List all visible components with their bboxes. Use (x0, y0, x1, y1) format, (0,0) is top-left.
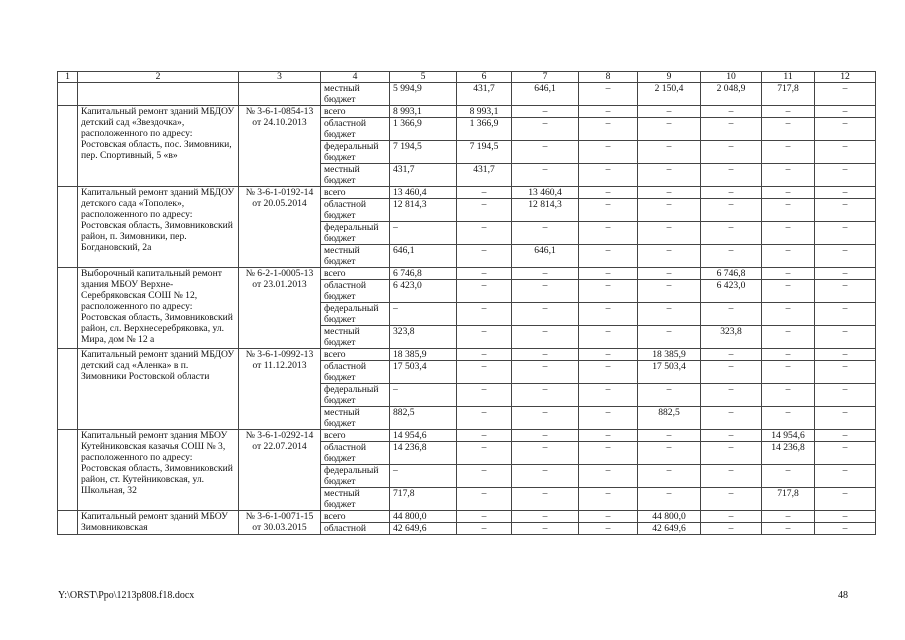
document-number-cell: № 6-2-1-0005-13 от 23.01.2013 (239, 268, 321, 349)
amount-cell: 646,1 (512, 83, 579, 106)
table-row (58, 83, 876, 106)
amount-cell: – (457, 326, 512, 349)
amount-cell: – (638, 384, 701, 407)
amount-cell: – (512, 280, 579, 303)
amount-cell: – (579, 361, 638, 384)
amount-cell: – (579, 141, 638, 164)
amount-cell: 1 366,9 (390, 118, 457, 141)
amount-cell: – (701, 523, 762, 535)
row-index-cell (58, 83, 78, 106)
amount-cell: – (701, 349, 762, 361)
amount-cell: 431,7 (390, 164, 457, 187)
amount-cell: – (762, 222, 815, 245)
row-index-cell (58, 106, 78, 187)
amount-cell: 323,8 (701, 326, 762, 349)
amount-cell: 6 423,0 (390, 280, 457, 303)
document-number-cell: № 3-6-1-0192-14 от 20.05.2014 (239, 187, 321, 268)
amount-cell: – (512, 361, 579, 384)
amount-cell: – (457, 349, 512, 361)
amount-cell: 14 954,6 (390, 430, 457, 442)
amount-cell: – (457, 187, 512, 199)
amount-cell: – (579, 303, 638, 326)
amount-cell: – (512, 407, 579, 430)
amount-cell: – (762, 245, 815, 268)
column-number-cell: 10 (701, 72, 762, 83)
amount-cell: 13 460,4 (512, 187, 579, 199)
amount-cell: – (815, 164, 876, 187)
amount-cell: – (701, 164, 762, 187)
amount-cell: – (457, 268, 512, 280)
budget-table (57, 71, 876, 535)
amount-cell: – (762, 465, 815, 488)
amount-cell: – (579, 280, 638, 303)
column-number-cell: 11 (762, 72, 815, 83)
amount-cell: – (638, 106, 701, 118)
amount-cell: – (815, 222, 876, 245)
amount-cell: – (815, 465, 876, 488)
amount-cell: – (762, 326, 815, 349)
funding-source-cell: областной бюджет (321, 280, 390, 303)
amount-cell: – (512, 141, 579, 164)
funding-source-cell: федеральный бюджет (321, 222, 390, 245)
amount-cell: – (815, 141, 876, 164)
table-row (58, 349, 876, 361)
amount-cell: – (638, 488, 701, 511)
amount-cell: – (815, 384, 876, 407)
amount-cell: – (701, 245, 762, 268)
amount-cell: – (762, 187, 815, 199)
page-number: 48 (838, 590, 848, 601)
amount-cell: – (701, 465, 762, 488)
funding-source-cell: областной бюджет (321, 199, 390, 222)
object-name-cell: Капитальный ремонт зданий МБДОУ детского сада «Тополек», расположенного по адресу: Ростовская область, Зимовниковский район, п. Зимовники, пер. Богдановский, 2а (78, 187, 239, 268)
object-name-cell: Капитальный ремонт зданий МБОУ Зимовниковская (78, 511, 239, 535)
amount-cell: – (512, 326, 579, 349)
amount-cell: – (512, 106, 579, 118)
column-number-cell: 12 (815, 72, 876, 83)
amount-cell: – (457, 430, 512, 442)
amount-cell: – (579, 349, 638, 361)
amount-cell: 12 814,3 (390, 199, 457, 222)
amount-cell: – (701, 488, 762, 511)
amount-cell: 7 194,5 (390, 141, 457, 164)
funding-source-cell: федеральный бюджет (321, 465, 390, 488)
column-number-cell: 4 (321, 72, 390, 83)
column-number-cell: 9 (638, 72, 701, 83)
amount-cell: – (762, 164, 815, 187)
amount-cell: 8 993,1 (390, 106, 457, 118)
funding-source-cell: местный бюджет (321, 407, 390, 430)
funding-source-cell: местный бюджет (321, 245, 390, 268)
amount-cell: – (512, 488, 579, 511)
funding-source-cell: местный бюджет (321, 83, 390, 106)
column-number-cell: 5 (390, 72, 457, 83)
amount-cell: – (638, 430, 701, 442)
amount-cell: – (638, 222, 701, 245)
funding-source-cell: областной (321, 523, 390, 535)
object-name-cell: Капитальный ремонт здания МБОУ Кутейниковская казачья СОШ № 3, расположенного по адресу: Ростовская область, Зимовниковский район, ст. Кутейниковская, ул. Школьная, 32 (78, 430, 239, 511)
amount-cell: – (815, 488, 876, 511)
amount-cell: – (579, 245, 638, 268)
amount-cell: – (815, 326, 876, 349)
row-index-cell (58, 349, 78, 430)
funding-source-cell: федеральный бюджет (321, 303, 390, 326)
funding-source-cell: федеральный бюджет (321, 384, 390, 407)
amount-cell: 12 814,3 (512, 199, 579, 222)
amount-cell: 882,5 (390, 407, 457, 430)
amount-cell: 14 236,8 (390, 442, 457, 465)
table-row (58, 268, 876, 280)
amount-cell: – (762, 106, 815, 118)
amount-cell: – (762, 303, 815, 326)
amount-cell: 2 150,4 (638, 83, 701, 106)
amount-cell: – (762, 349, 815, 361)
amount-cell: – (579, 268, 638, 280)
column-number-cell: 2 (78, 72, 239, 83)
amount-cell: – (815, 361, 876, 384)
column-number-cell: 8 (579, 72, 638, 83)
amount-cell: 646,1 (512, 245, 579, 268)
amount-cell: – (701, 442, 762, 465)
amount-cell: – (457, 245, 512, 268)
amount-cell: – (815, 83, 876, 106)
amount-cell: – (638, 141, 701, 164)
funding-source-cell: федеральный бюджет (321, 141, 390, 164)
amount-cell: – (815, 407, 876, 430)
amount-cell: 13 460,4 (390, 187, 457, 199)
amount-cell: – (457, 222, 512, 245)
amount-cell: 8 993,1 (457, 106, 512, 118)
amount-cell: 42 649,6 (390, 523, 457, 535)
amount-cell: – (815, 303, 876, 326)
amount-cell: – (579, 222, 638, 245)
amount-cell: – (762, 118, 815, 141)
amount-cell: – (457, 280, 512, 303)
document-number-cell: № 3-6-1-0992-13 от 11.12.2013 (239, 349, 321, 430)
amount-cell: – (638, 118, 701, 141)
amount-cell: – (815, 430, 876, 442)
document-number-cell: № 3-6-1-0854-13 от 24.10.2013 (239, 106, 321, 187)
funding-source-cell: всего (321, 106, 390, 118)
amount-cell: – (512, 384, 579, 407)
amount-cell: – (815, 268, 876, 280)
amount-cell: – (579, 384, 638, 407)
amount-cell: – (762, 523, 815, 535)
amount-cell: – (762, 407, 815, 430)
amount-cell: 14 954,6 (762, 430, 815, 442)
amount-cell: – (701, 407, 762, 430)
amount-cell: – (457, 488, 512, 511)
amount-cell: – (701, 361, 762, 384)
amount-cell: 717,8 (762, 83, 815, 106)
amount-cell: 42 649,6 (638, 523, 701, 535)
amount-cell: – (701, 303, 762, 326)
object-name-cell: Капитальный ремонт зданий МБДОУ детский сад «Звездочка», расположенного по адресу: Ростовская область, пос. Зимовники, пер. Спортивный, 5 «в» (78, 106, 239, 187)
table-row (58, 511, 876, 523)
amount-cell: – (579, 326, 638, 349)
amount-cell: – (815, 349, 876, 361)
funding-source-cell: всего (321, 349, 390, 361)
amount-cell: – (579, 164, 638, 187)
amount-cell: – (815, 523, 876, 535)
amount-cell: – (579, 106, 638, 118)
amount-cell: 6 746,8 (390, 268, 457, 280)
row-index-cell (58, 268, 78, 349)
amount-cell: – (815, 118, 876, 141)
amount-cell: – (579, 430, 638, 442)
amount-cell: – (762, 361, 815, 384)
funding-source-cell: областной бюджет (321, 361, 390, 384)
amount-cell: – (638, 164, 701, 187)
amount-cell: 717,8 (390, 488, 457, 511)
amount-cell: – (512, 430, 579, 442)
document-number-cell: № 3-6-1-0292-14 от 22.07.2014 (239, 430, 321, 511)
amount-cell: – (457, 407, 512, 430)
column-number-cell: 3 (239, 72, 321, 83)
funding-source-cell: всего (321, 268, 390, 280)
amount-cell: – (762, 199, 815, 222)
row-index-cell (58, 511, 78, 535)
amount-cell: – (512, 442, 579, 465)
amount-cell: – (579, 187, 638, 199)
amount-cell: – (815, 199, 876, 222)
amount-cell: 6 746,8 (701, 268, 762, 280)
amount-cell: 5 994,9 (390, 83, 457, 106)
funding-source-cell: местный бюджет (321, 326, 390, 349)
amount-cell: – (701, 141, 762, 164)
amount-cell: – (512, 118, 579, 141)
amount-cell: – (512, 164, 579, 187)
amount-cell: – (638, 465, 701, 488)
amount-cell: – (512, 465, 579, 488)
amount-cell: – (815, 442, 876, 465)
amount-cell: – (390, 303, 457, 326)
amount-cell: – (762, 280, 815, 303)
amount-cell: – (512, 303, 579, 326)
amount-cell: – (638, 280, 701, 303)
amount-cell: – (638, 245, 701, 268)
amount-cell: – (762, 141, 815, 164)
amount-cell: – (457, 465, 512, 488)
amount-cell: – (512, 268, 579, 280)
amount-cell: – (701, 106, 762, 118)
amount-cell: – (512, 511, 579, 523)
funding-source-cell: областной бюджет (321, 118, 390, 141)
amount-cell: – (579, 442, 638, 465)
amount-cell: 17 503,4 (390, 361, 457, 384)
amount-cell: 17 503,4 (638, 361, 701, 384)
object-name-cell (78, 83, 239, 106)
amount-cell: – (701, 511, 762, 523)
table-row (58, 430, 876, 442)
amount-cell: – (815, 280, 876, 303)
amount-cell: – (579, 407, 638, 430)
amount-cell: – (579, 118, 638, 141)
amount-cell: – (457, 303, 512, 326)
amount-cell: – (390, 222, 457, 245)
amount-cell: – (701, 222, 762, 245)
amount-cell: – (815, 106, 876, 118)
amount-cell: – (815, 245, 876, 268)
amount-cell: – (457, 361, 512, 384)
amount-cell: – (512, 523, 579, 535)
amount-cell: – (701, 199, 762, 222)
amount-cell: – (638, 303, 701, 326)
amount-cell: – (638, 199, 701, 222)
amount-cell: 1 366,9 (457, 118, 512, 141)
amount-cell: – (512, 222, 579, 245)
amount-cell: 431,7 (457, 164, 512, 187)
column-number-cell: 6 (457, 72, 512, 83)
amount-cell: 18 385,9 (390, 349, 457, 361)
column-number-row (58, 72, 876, 83)
amount-cell: – (638, 187, 701, 199)
amount-cell: – (457, 384, 512, 407)
amount-cell: – (579, 523, 638, 535)
amount-cell: – (579, 465, 638, 488)
amount-cell: – (701, 430, 762, 442)
table-row (58, 106, 876, 118)
amount-cell: – (457, 199, 512, 222)
amount-cell: 882,5 (638, 407, 701, 430)
amount-cell: 14 236,8 (762, 442, 815, 465)
amount-cell: – (701, 118, 762, 141)
funding-source-cell: областной бюджет (321, 442, 390, 465)
amount-cell: 44 800,0 (638, 511, 701, 523)
funding-source-cell: всего (321, 511, 390, 523)
amount-cell: – (638, 268, 701, 280)
object-name-cell: Выборочный капитальный ремонт здания МБОУ Верхне-Серебряковская СОШ № 12, расположенного по адресу: Ростовская область, Зимовниковский район, сл. Верхнесеребряковка, ул. Мира, дом № 12 а (78, 268, 239, 349)
column-number-cell: 1 (58, 72, 78, 83)
amount-cell: – (390, 465, 457, 488)
funding-source-cell: всего (321, 187, 390, 199)
amount-cell: 18 385,9 (638, 349, 701, 361)
amount-cell: – (762, 384, 815, 407)
amount-cell: 7 194,5 (457, 141, 512, 164)
amount-cell: – (579, 83, 638, 106)
amount-cell: 6 423,0 (701, 280, 762, 303)
amount-cell: – (638, 326, 701, 349)
amount-cell: – (638, 442, 701, 465)
document-number-cell: № 3-6-1-0071-15 от 30.03.2015 (239, 511, 321, 535)
amount-cell: – (815, 511, 876, 523)
amount-cell: – (579, 488, 638, 511)
amount-cell: 717,8 (762, 488, 815, 511)
amount-cell: – (701, 384, 762, 407)
amount-cell: – (390, 384, 457, 407)
amount-cell: – (457, 523, 512, 535)
amount-cell: – (579, 199, 638, 222)
amount-cell: – (457, 442, 512, 465)
row-index-cell (58, 187, 78, 268)
row-index-cell (58, 430, 78, 511)
amount-cell: 2 048,9 (701, 83, 762, 106)
amount-cell: 44 800,0 (390, 511, 457, 523)
object-name-cell: Капитальный ремонт зданий МБДОУ детский сад «Аленка» в п. Зимовники Ростовской области (78, 349, 239, 430)
column-number-cell: 7 (512, 72, 579, 83)
amount-cell: – (512, 349, 579, 361)
amount-cell: – (762, 511, 815, 523)
amount-cell: – (701, 187, 762, 199)
amount-cell: 431,7 (457, 83, 512, 106)
funding-source-cell: местный бюджет (321, 488, 390, 511)
amount-cell: – (457, 511, 512, 523)
amount-cell: 323,8 (390, 326, 457, 349)
funding-source-cell: всего (321, 430, 390, 442)
table-row (58, 187, 876, 199)
amount-cell: – (579, 511, 638, 523)
amount-cell: – (815, 187, 876, 199)
funding-source-cell: местный бюджет (321, 164, 390, 187)
amount-cell: 646,1 (390, 245, 457, 268)
amount-cell: – (762, 268, 815, 280)
footer-file-path: Y:\ORST\Ppo\1213p808.f18.docx (58, 590, 195, 601)
document-number-cell (239, 83, 321, 106)
